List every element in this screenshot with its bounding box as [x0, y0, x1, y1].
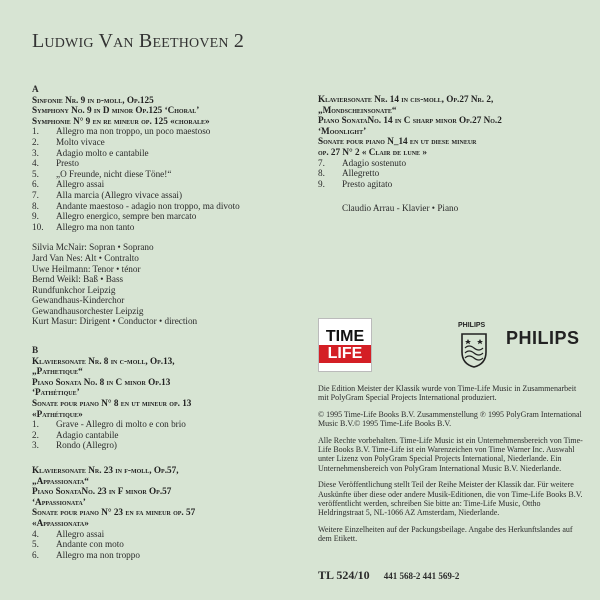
track-title: Alla marcia (Allegro vivace assai): [56, 189, 183, 200]
section-b-letter: B: [32, 345, 39, 356]
performer-line: Bernd Weikl: Baß • Bass: [32, 274, 124, 285]
performer-line: Uwe Heilmann: Tenor • ténor: [32, 263, 141, 274]
left-column: [32, 84, 300, 560]
track-item: [32, 179, 300, 190]
track-item: [32, 190, 300, 201]
track-item: [32, 148, 300, 159]
catalog-disc-numbers: 441 568-2 441 569-2: [383, 571, 460, 581]
track-title: Allegro energico, sempre ben marcato: [56, 211, 197, 222]
section-c-heading-5: Sonate pour piano N_14 en ut diese mineur: [318, 136, 477, 147]
track-number: 4.: [32, 158, 39, 169]
section-c-heading-4: ‘Moonlight’: [318, 125, 367, 136]
section-b-work2-heading-1: Klaviersonate Nr. 23 in f-moll, Op.57,: [32, 465, 179, 475]
track-number: 3.: [32, 147, 39, 158]
track-number: 5.: [32, 539, 39, 550]
page-title: Ludwig Van Beethoven 2: [32, 30, 245, 52]
legal-paragraph: © 1995 Time-Life Books B.V. Zusammenstellung ℗ 1995 PolyGram International Music B.V.© 1995 Time-Life Books B.V.: [318, 409, 582, 429]
track-number: 1.: [32, 419, 39, 430]
track-number: 3.: [32, 440, 39, 451]
track-number: 7.: [32, 189, 39, 200]
section-a-letter: A: [32, 84, 39, 94]
time-life-logo-line2: LIFE: [319, 345, 371, 363]
section-a-heading-2: Symphony No. 9 in D minor Op.125 ‘Choral’: [32, 105, 200, 116]
track-item: [32, 222, 300, 233]
track-item: [32, 419, 300, 430]
track-title: Rondo (Allegro): [56, 440, 117, 451]
track-title: Andante con moto: [56, 539, 124, 550]
track-title: Adagio sostenuto: [342, 157, 407, 168]
track-item: [32, 550, 300, 561]
track-title: Molto vivace: [56, 136, 105, 147]
track-number: 4.: [32, 528, 39, 539]
track-item: [32, 440, 300, 451]
track-number: 9.: [32, 211, 39, 222]
right-column: [318, 94, 588, 214]
section-b-work1-heading-4: ‘Pathétique’: [32, 387, 80, 398]
philips-shield-icon: [460, 332, 488, 368]
catalog-main: TL 524/10: [318, 568, 370, 582]
performer-line: Jard Van Nes: Alt • Contralto: [32, 252, 139, 263]
section-b-work1-heading-2: „Pathetique“: [32, 366, 83, 377]
section-b-work2-heading-2: „Appassionata“: [32, 475, 89, 486]
track-number: 8.: [318, 168, 325, 179]
track-title: Allegro assai: [56, 179, 105, 190]
track-number: 6.: [32, 549, 39, 560]
time-life-logo: [318, 318, 372, 372]
track-title: Adagio cantabile: [56, 429, 119, 440]
track-item: [318, 179, 588, 190]
track-number: 2.: [32, 136, 39, 147]
track-item: [32, 169, 300, 180]
track-title: Presto: [56, 158, 79, 169]
section-a-heading-1: Sinfonie Nr. 9 in d-moll, Op.125: [32, 94, 154, 105]
track-title: Adagio molto e cantabile: [56, 147, 149, 158]
track-number: 10.: [32, 221, 44, 232]
section-a-heading-3: Symphonie N° 9 en re mineur op. 125 «chorale»: [32, 115, 210, 126]
track-item: [32, 158, 300, 169]
track-item: [32, 201, 300, 212]
track-item: [32, 126, 300, 137]
legal-paragraph: Diese Veröffentlichung stellt Teil der Reihe Meister der Klassik dar. Für weitere Auskünfte über diese oder andere Musik-Editionen, die von Time-Life Books B.V. veröffentlicht werden, schreiben Sie bitte an: Time-Life Music, Ottho Heldringstraat 5, NL-1066 AZ Amsterdam, Niederlande.: [318, 480, 583, 518]
section-c-heading-2: „Mondscheinsonate“: [318, 104, 397, 115]
performer-line: Gewandhausorchester Leipzig: [32, 305, 144, 316]
track-item: [32, 529, 300, 540]
section-c-heading-3: Piano SonataNo. 14 in C sharp minor Op.27 No.2: [318, 115, 502, 126]
track-title: Grave - Allegro di molto e con brio: [56, 419, 186, 430]
section-b-work2-heading-3: Piano SonataNo. 23 in F minor Op.57: [32, 486, 172, 497]
performer-line: Kurt Masur: Dirigent • Conductor • direction: [32, 316, 198, 327]
legal-text: [318, 384, 588, 551]
track-item: [32, 211, 300, 222]
track-title: Allegro ma non tanto: [56, 221, 135, 232]
section-b-work1-heading-5: Sonate pour piano N° 8 en ut mineur op. 13: [32, 398, 192, 409]
performer-line: Silvia McNair: Sopran • Soprano: [32, 242, 154, 253]
section-c-heading-6: op. 27 N° 2 « Clair de lune »: [318, 146, 427, 157]
philips-shield-label: PHILIPS: [458, 322, 486, 329]
track-item: [318, 158, 588, 169]
track-item: [32, 539, 300, 550]
time-life-logo-line1: TIME: [325, 327, 365, 345]
section-a-tracklist: [32, 126, 300, 232]
track-title: Presto agitato: [342, 178, 393, 189]
legal-paragraph: Weitere Einzelheiten auf der Packungsbeilage. Angabe des Herkunftslandes auf dem Etikett.: [318, 524, 573, 544]
track-item: [32, 137, 300, 148]
logo-row: [318, 318, 588, 376]
track-title: Allegro ma non troppo, un poco maestoso: [56, 126, 211, 137]
legal-paragraph: Alle Rechte vorbehalten. Time-Life Music ist ein Unternehmensbereich von Time-Life Books B.V. Time-Life ist ein Warenzeichen von Time Warner Inc. Auswahl unter Lizenz von PolyGram Special Projects International, Niederlande. Ein Unternehmensbereich von PolyGram International Music B.V. Niederlande.: [318, 435, 583, 473]
philips-wordmark: PHILIPS: [506, 328, 580, 348]
track-title: Allegro assai: [56, 528, 105, 539]
track-item: [32, 430, 300, 441]
section-b-work2-heading-4: ‘Appassionata’: [32, 496, 86, 507]
track-number: 1.: [32, 126, 39, 137]
section-b-work1-heading-6: «Pathétique»: [32, 408, 83, 419]
performer-line: Rundfunkchor Leipzig: [32, 284, 116, 295]
section-b-work2-heading-6: «Appassionata»: [32, 517, 89, 528]
performer-line: Gewandhaus-Kinderchor: [32, 295, 125, 306]
track-title: „O Freunde, nicht diese Töne!“: [56, 168, 172, 179]
catalog-numbers: [318, 568, 459, 583]
track-title: Andante maestoso - adagio non troppo, ma divoto: [56, 200, 240, 211]
legal-paragraph: Die Edition Meister der Klassik wurde von Time-Life Music in Zusammenarbeit mit PolyGram Special Projects International produziert.: [318, 384, 577, 403]
section-c-performer: Claudio Arrau - Klavier • Piano: [342, 203, 459, 214]
track-title: Allegro ma non troppo: [56, 549, 140, 560]
section-b-work1-heading-1: Klaviersonate Nr. 8 in c-moll, Op.13,: [32, 355, 175, 366]
section-c-heading-1: Klaviersonate Nr. 14 in cis-moll, Op.27 Nr. 2,: [318, 94, 494, 104]
track-number: 5.: [32, 168, 39, 179]
track-number: 9.: [318, 178, 325, 189]
track-item: [318, 168, 588, 179]
section-b-work1-heading-3: Piano Sonata No. 8 in C minor Op.13: [32, 376, 171, 387]
track-number: 2.: [32, 429, 39, 440]
section-a-performers: [32, 242, 300, 327]
track-number: 7.: [318, 157, 325, 168]
section-b-work2-heading-5: Sonate pour piano N° 23 en fa mineur op. 57: [32, 507, 196, 518]
track-number: 6.: [32, 179, 39, 190]
track-title: Allegretto: [342, 168, 380, 179]
track-number: 8.: [32, 200, 39, 211]
